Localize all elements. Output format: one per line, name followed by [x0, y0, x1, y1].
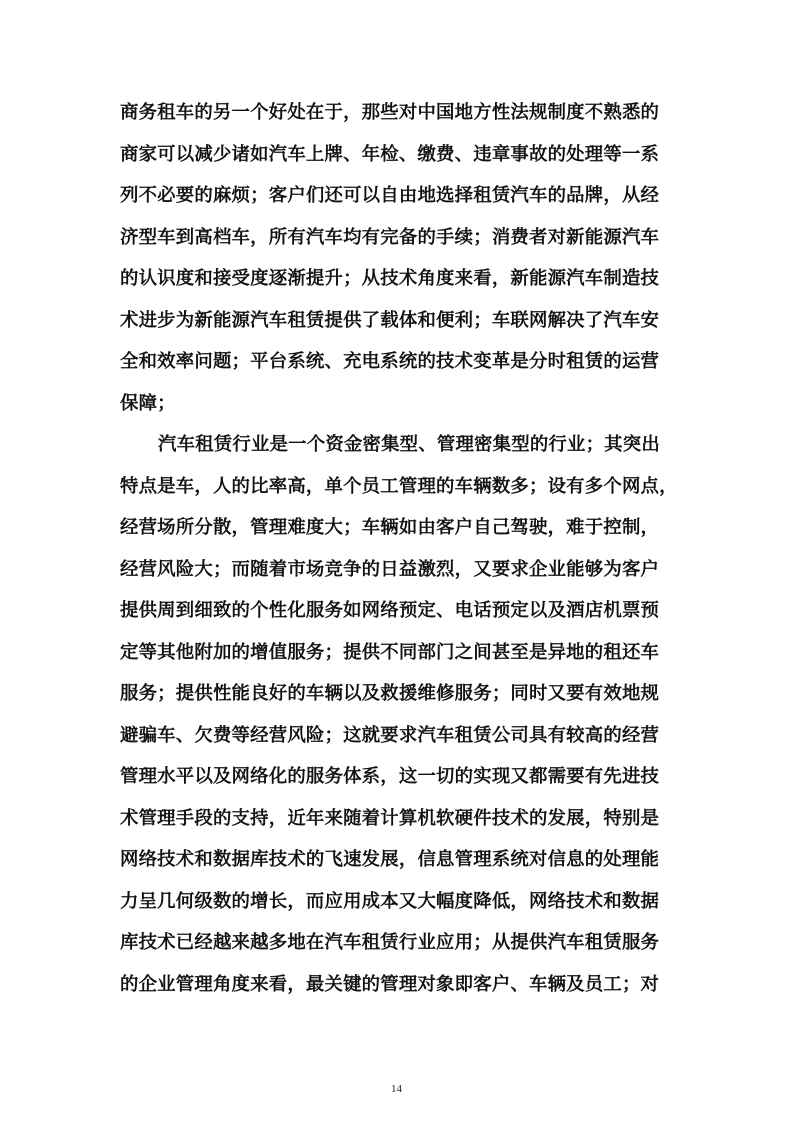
text-line: 提供周到细致的个性化服务如网络预定、电话预定以及酒店机票预 — [120, 600, 660, 621]
text-line: 管理水平以及网络化的服务体系，这一切的实现又都需要有先进技 — [120, 766, 660, 787]
text-line: 网络技术和数据库技术的飞速发展，信息管理系统对信息的处理能 — [120, 849, 660, 870]
text-line: 术管理手段的支持，近年来随着计算机软硬件技术的发展，特别是 — [120, 807, 660, 829]
text-line: 定等其他附加的增值服务；提供不同部门之间甚至是异地的租还车 — [120, 641, 660, 663]
body-text — [120, 92, 680, 1005]
text-line: 商务租车的另一个好处在于，那些对中国地方性法规制度不熟悉的 — [120, 102, 660, 123]
text-line: 服务；提供性能良好的车辆以及救援维修服务；同时又要有效地规 — [120, 683, 660, 704]
text-line: 力呈几何级数的增长，而应用成本又大幅度降低，网络技术和数据 — [120, 890, 660, 912]
text-line: 库技术已经越来越多地在汽车租赁行业应用；从提供汽车租赁服务 — [120, 932, 660, 953]
text-line: 术进步为新能源汽车租赁提供了载体和便利；车联网解决了汽车安 — [120, 309, 660, 331]
paragraph-2 — [120, 424, 680, 1005]
text-line: 列不必要的麻烦；客户们还可以自由地选择租赁汽车的品牌，从经 — [120, 185, 660, 206]
text-line: 商家可以减少诸如汽车上牌、年检、缴费、违章事故的处理等一系 — [120, 143, 660, 165]
text-line: 济型车到高档车，所有汽车均有完备的手续；消费者对新能源汽车 — [120, 226, 660, 248]
text-line: 保障； — [120, 392, 176, 414]
page-number: 14 — [391, 1083, 402, 1095]
text-line: 避骗车、欠费等经营风险；这就要求汽车租赁公司具有较高的经营 — [120, 724, 660, 746]
text-line: 经营风险大；而随着市场竞争的日益激烈，又要求企业能够为客户 — [120, 558, 660, 580]
text-line: 的企业管理角度来看，最关键的管理对象即客户、车辆及员工；对 — [120, 973, 660, 995]
paragraph-1 — [120, 92, 680, 424]
text-line: 特点是车，人的比率高，单个员工管理的车辆数多；设有多个网点， — [120, 475, 678, 497]
text-line: 全和效率问题；平台系统、充电系统的技术变革是分时租赁的运营 — [120, 351, 660, 372]
text-line: 汽车租赁行业是一个资金密集型、管理密集型的行业；其突出 — [158, 434, 660, 455]
text-line: 的认识度和接受度逐渐提升；从技术角度来看，新能源汽车制造技 — [120, 268, 660, 289]
text-line: 经营场所分散，管理难度大；车辆如由客户自己驾驶，难于控制， — [120, 517, 660, 538]
